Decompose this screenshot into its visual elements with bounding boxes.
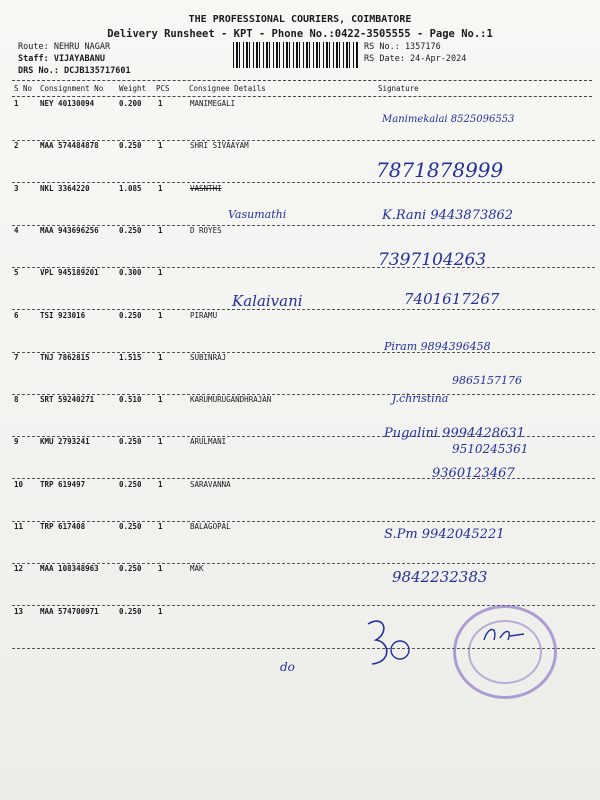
row-consignee: KARUMURUGANDHRAJAN [190, 395, 272, 405]
signature-10: S.Pm 9942045221 [384, 527, 505, 542]
row-pcs: 1 [158, 437, 163, 447]
col-sno: S No [14, 84, 33, 93]
row-sno: 1 [14, 99, 19, 108]
header-divider-bottom [12, 96, 592, 97]
row-consignee: BALAGOPAL [190, 522, 231, 531]
handwritten-name-5: Kalaivani [232, 292, 303, 310]
row-consignee: SUBINRAJ [190, 352, 227, 362]
row-sno: 3 [14, 183, 19, 193]
row-consignee: MAK [190, 564, 204, 574]
row-consignment: TRP 617408 [40, 522, 86, 531]
signature-8b: 9510245361 [452, 442, 529, 456]
route-label: Route: NEHRU NAGAR [18, 42, 111, 52]
row-weight: 0.250 [119, 522, 142, 531]
table-row [0, 522, 600, 564]
company-title: THE PROFESSIONAL COURIERS, COIMBATORE [188, 14, 412, 25]
row-consignment: MAA 574700971 [40, 606, 99, 616]
row-sno: 10 [14, 479, 24, 489]
row-consignee: VASNTHI [190, 183, 222, 193]
handwritten-name-3: Vasumathi [228, 208, 287, 221]
row-weight: 0.250 [119, 310, 142, 320]
rs-number: RS No.: 1357176 [364, 42, 441, 52]
col-pcs: PCS [156, 84, 170, 93]
row-weight: 0.250 [119, 141, 142, 151]
ditto-mark-13: do [280, 660, 295, 674]
row-consignment: TRP 619497 [40, 479, 86, 489]
signature-2: 7871878999 [376, 158, 504, 182]
row-pcs: 1 [158, 522, 163, 531]
col-consignment: Consignment No [40, 84, 104, 93]
row-weight: 0.250 [119, 606, 142, 616]
col-consignee: Consignee Details [189, 84, 266, 93]
row-consignee: D ROYES [190, 225, 222, 235]
signature-7: J.christina [392, 392, 449, 405]
row-sno: 9 [14, 437, 19, 447]
row-consignment: SRT 59240271 [40, 395, 95, 405]
runsheet-subtitle: Delivery Runsheet - KPT - Phone No.:0422-3505555 - Page No.:1 [107, 28, 493, 40]
signature-12 [360, 612, 420, 672]
row-consignment: TSI 923016 [40, 310, 86, 320]
row-pcs: 1 [158, 268, 163, 278]
signature-5: 7401617267 [404, 290, 500, 308]
row-consignment: VPL 945189201 [40, 268, 99, 278]
staff-label: Staff: VIJAYABANU [18, 54, 105, 64]
row-pcs: 1 [158, 606, 163, 616]
row-consignee: MANIMEGALI [190, 99, 236, 108]
row-weight: 0.200 [119, 99, 142, 108]
phone-7: 9865157176 [452, 374, 522, 387]
row-weight: 0.250 [119, 437, 142, 447]
row-weight: 0.250 [119, 479, 142, 489]
row-sno: 7 [14, 352, 19, 362]
col-weight: Weight [119, 84, 147, 93]
row-sno: 12 [14, 564, 24, 574]
row-weight: 0.510 [119, 395, 142, 405]
rubber-stamp [453, 605, 557, 699]
row-sno: 2 [14, 141, 19, 151]
row-consignee: ARULMANI [190, 437, 227, 447]
table-row [0, 226, 600, 268]
row-sno: 11 [14, 522, 24, 531]
rs-date: RS Date: 24-Apr-2024 [364, 54, 467, 64]
signature-11: 9842232383 [392, 568, 488, 586]
row-weight: 0.250 [119, 225, 142, 235]
row-sno: 4 [14, 225, 19, 235]
row-sno: 8 [14, 395, 19, 405]
row-weight: 1.515 [119, 352, 142, 362]
col-signature: Signature [378, 84, 419, 93]
row-pcs: 1 [158, 395, 163, 405]
signature-3: K.Rani 9443873862 [382, 208, 514, 223]
row-consignee: SARAVANNA [190, 479, 231, 489]
row-consignment: NKL 3364220 [40, 183, 90, 193]
row-pcs: 1 [158, 141, 163, 151]
drs-number: DRS No.: DCJB135717601 [18, 66, 131, 76]
table-row [0, 141, 600, 183]
row-pcs: 1 [158, 564, 163, 574]
row-consignment: MAA 943696256 [40, 225, 99, 235]
signature-4: 7397104263 [378, 250, 487, 270]
row-consignment: TNJ 7862815 [40, 352, 90, 362]
barcode [233, 42, 358, 68]
table-row [0, 480, 600, 522]
row-consignment: NEY 40130094 [40, 99, 95, 108]
row-weight: 1.085 [119, 183, 142, 193]
header-divider-top [12, 80, 592, 81]
row-pcs: 1 [158, 310, 163, 320]
table-row [0, 311, 600, 353]
row-sno: 6 [14, 310, 19, 320]
row-sno: 13 [14, 606, 24, 616]
row-consignment: KMU 2793241 [40, 437, 90, 447]
signature-9: 9360123467 [432, 466, 515, 481]
signature-8: Pugalini 9994428631 [384, 426, 525, 441]
row-sno: 5 [14, 268, 19, 278]
row-consignee: PIRAMU [190, 310, 218, 320]
signature-6: Piram 9894396458 [384, 340, 491, 353]
row-consignment: MAA 574484878 [40, 141, 99, 151]
row-pcs: 1 [158, 99, 163, 108]
signature-1: Manimekalai 8525096553 [382, 114, 515, 125]
row-pcs: 1 [158, 479, 163, 489]
row-weight: 0.300 [119, 268, 142, 278]
row-pcs: 1 [158, 183, 163, 193]
row-pcs: 1 [158, 352, 163, 362]
row-weight: 0.250 [119, 564, 142, 574]
row-consignment: MAA 108348963 [40, 564, 99, 574]
row-pcs: 1 [158, 225, 163, 235]
row-consignee: SHRI SIVAAYAM [190, 141, 249, 151]
table-row [0, 564, 600, 606]
